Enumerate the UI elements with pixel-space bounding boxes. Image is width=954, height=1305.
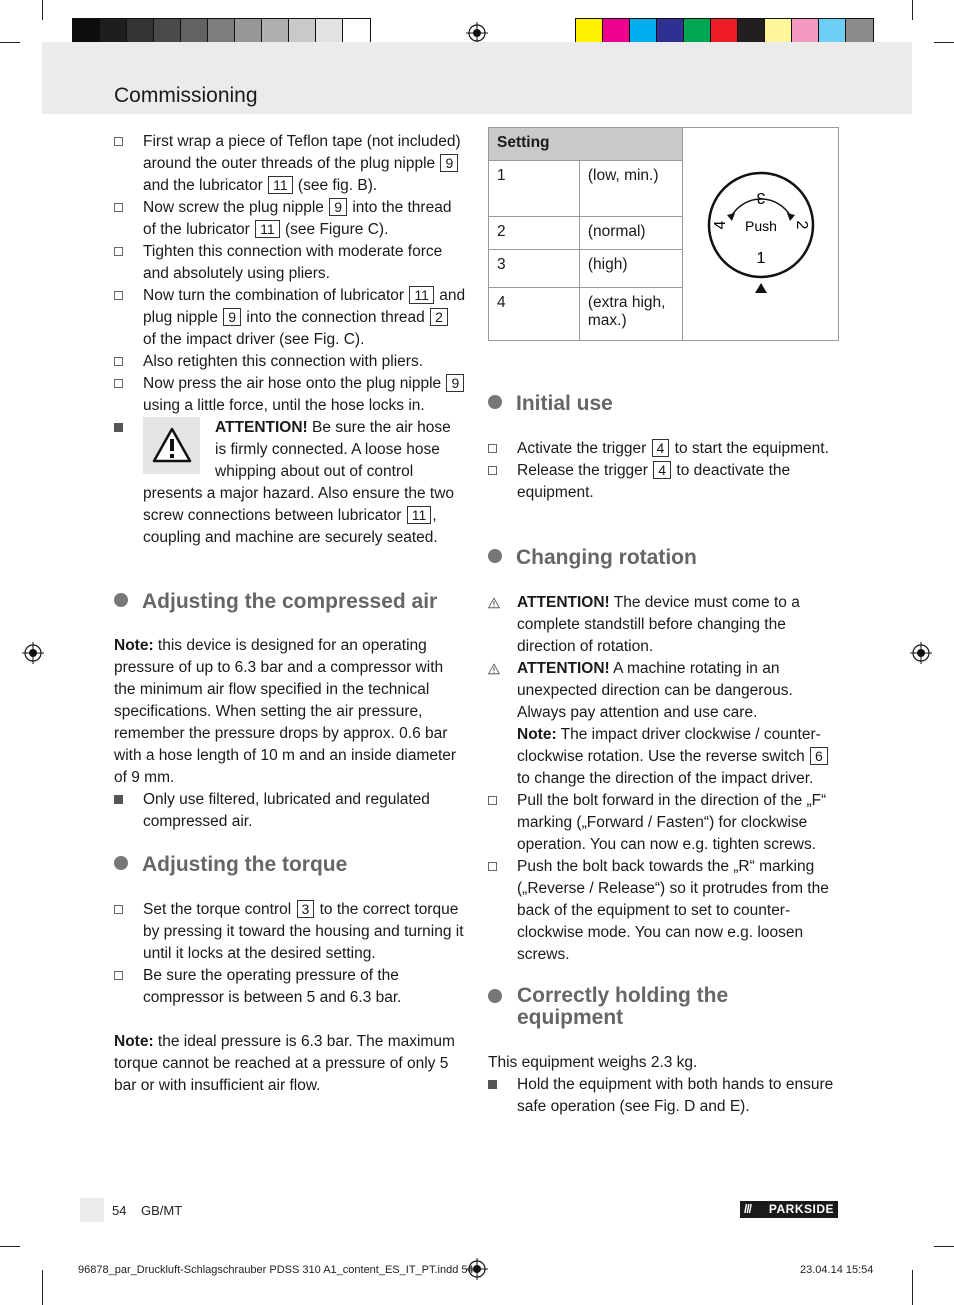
checkbox-bullet [114,203,123,212]
crop-mark [934,1246,954,1247]
registration-mark-icon [466,22,488,44]
note-label: Note: [114,1033,154,1050]
assembly-steps-list [114,131,466,417]
registration-mark-icon [910,642,932,664]
dial-number-3: 3 [756,188,766,206]
attention-text: a major hazard. Also ensure the two screw connections between lubricator [143,485,455,524]
warning-triangle-icon [488,594,500,612]
bullet-square [488,1080,497,1089]
page-number-box [80,1198,104,1222]
heading-bullet [114,856,128,870]
list-item: Be sure the operating pressure of the compressor is between 5 and 6.3 bar. [143,967,402,1006]
checkbox-bullet [114,137,123,146]
dial-cell [683,128,839,341]
list-item: First wrap a piece of Teflon tape (not included) around the outer threads of the plug nipple 9 and the lubricator 11 (see fig. B). [114,131,466,197]
heading-bullet [114,593,128,607]
section-heading-rotation: Changing rotation [488,546,697,570]
checkbox-bullet [488,862,497,871]
region-label: GB/MT [141,1203,183,1218]
section-heading-holding: Correctly holding the equipment [488,985,838,1029]
table-header: Setting [489,128,683,161]
note-text: the ideal pressure is 6.3 bar. The maximum torque cannot be reached at a pressure of only 5 bar or with insufficient air flow. [114,1033,455,1094]
holding-section [488,1052,838,1118]
crop-mark [934,42,954,43]
list-item: Tighten this connection with moderate force and absolutely using pliers. [114,241,466,285]
part-ref-9: 9 [223,308,241,326]
page-number: 54 [112,1203,127,1218]
dial-number-1: 1 [756,249,766,267]
dial-number-4: 4 [711,220,729,229]
torque-dial-icon [701,167,821,297]
part-ref-9: 9 [446,374,464,392]
date-slug: 23.04.14 15:54 [800,1264,874,1276]
initial-use-section: Activate the trigger 4 to start the equipment. Release the trigger 4 to deactivate the equipment. [488,438,838,504]
torque-setting-table [488,127,839,341]
list-item: Now turn the combination of lubricator 11 and plug nipple 9 into the connection thread 2 of the impact driver (see Fig. C). [114,285,466,351]
crop-mark [0,42,20,43]
crop-mark [42,1270,43,1305]
part-ref-11: 11 [409,286,434,304]
part-ref-9: 9 [329,198,347,216]
page-title: Commissioning [114,84,258,107]
checkbox-bullet [114,379,123,388]
attention-warning-panel [143,417,200,474]
list-item: Now press the air hose onto the plug nipple 9 using a little force, until the hose locks in. [114,373,466,417]
checkbox-bullet [114,357,123,366]
checkbox-bullet [114,247,123,256]
note-text: this device is designed for an operating pressure of up to 6.3 bar and a compressor with the minimum air flow specified in the technical specifications. When setting the air pressure, remember the pressure drops by approx. 0.6 bar with a hose length of 10 m and an inside diameter of 9 mm. [114,637,457,786]
attention-label: ATTENTION! [215,419,308,436]
checkbox-bullet [488,444,497,453]
heading-bullet [488,395,502,409]
table-row: 2 (normal) [489,217,839,250]
attention-block [114,417,466,549]
table-row: 3 (high) [489,250,839,288]
crop-mark [912,0,913,20]
list-item: Only use filtered, lubricated and regulated compressed air. [143,791,430,830]
table-row: 1 (low, min.) [489,161,839,217]
warning-triangle-icon [488,660,500,678]
note-label: Note: [114,637,154,654]
file-slug: 96878_par_Druckluft-Schlagschrauber PDSS 310 A1_content_ES_IT_PT.indd 54 [78,1264,474,1276]
torque-section: Set the torque control 3 to the correct torque by pressing it toward the housing and turning it until it locks at the desired setting. Be sure the operating pressure of the compressor is between 5 and 6.3 bar. Note: the ideal pressure is 6.3 bar. The maximum torque cannot be reached at a pressure of only 5 bar or with insufficient air flow. [114,901,464,1094]
attention-text: Be sure the air hose is firmly connected. A loose hose whipping about out of control presents [143,419,451,502]
left-column [114,131,466,549]
list-item: Push the bolt back towards the „R“ marking („Reverse / Release“) so it protrudes from the back of the equipment to set to counter-clockwise mode. You can now e.g. loosen screws. [517,858,829,963]
section-heading-initial-use: Initial use [488,392,613,416]
crop-mark [42,0,43,20]
heading-bullet [488,989,502,1003]
rotation-section: ATTENTION! The device must come to a complete standstill before changing the direction of rotation. ATTENTION! A machine rotating in an unexpected direction can be dangerous. Always pay attention and use care. Note: The impact driver clockwise / counter-clockwise rotation. Use the reverse switch 6 to change the direction of the impact driver. Pull the bolt forward in the direction of the „F“ marking („Forward / Fasten“) for clockwise operation. You can now e.g. tighten screws. Push the bolt back towards the „R“ marking („Reverse / Release“) so it protrudes from the back of the equipment to set to counter-clockwise mode. You can now e.g. loosen screws. [488,592,838,966]
checkbox-bullet [114,971,123,980]
holding-intro: This equipment weighs 2.3 kg. [488,1054,698,1071]
table-row: 4 (extra high, max.) [489,288,839,341]
parkside-logo: /// PARKSIDE [740,1201,838,1218]
section-heading-torque: Adjusting the torque [114,853,347,877]
dial-label: Push [744,217,777,234]
registration-mark-icon [22,642,44,664]
checkbox-bullet [114,905,123,914]
checkbox-bullet [488,796,497,805]
checkbox-bullet [114,291,123,300]
list-item: Pull the bolt forward in the direction of the „F“ marking („Forward / Fasten“) for clockwise operation. You can now e.g. tighten screws. [517,792,827,853]
dial-number-2: 2 [792,220,810,229]
crop-mark [0,1246,20,1247]
heading-bullet [488,549,502,563]
section-heading-compressed-air: Adjusting the compressed air [114,590,437,614]
warning-triangle-icon [152,427,192,463]
part-ref-2: 2 [430,308,448,326]
compressed-air-section [114,635,466,833]
part-ref-9: 9 [440,154,458,172]
bullet-square [114,423,123,432]
part-ref-11: 11 [255,220,280,238]
part-ref-11: 11 [268,176,293,194]
list-item: Hold the equipment with both hands to ensure safe operation (see Fig. D and E). [517,1076,834,1115]
attention-text: , coupling and machine are securely seated. [143,507,438,546]
part-ref-6: 6 [810,747,828,765]
bullet-square [114,795,123,804]
part-ref-4: 4 [652,439,670,457]
checkbox-bullet [488,466,497,475]
part-ref-4: 4 [653,461,671,479]
crop-mark [912,1270,913,1305]
part-ref-3: 3 [297,900,315,918]
list-item: Also retighten this connection with pliers. [114,351,466,373]
part-ref-11: 11 [407,506,432,524]
list-item: Now screw the plug nipple 9 into the thread of the lubricator 11 (see Figure C). [114,197,466,241]
